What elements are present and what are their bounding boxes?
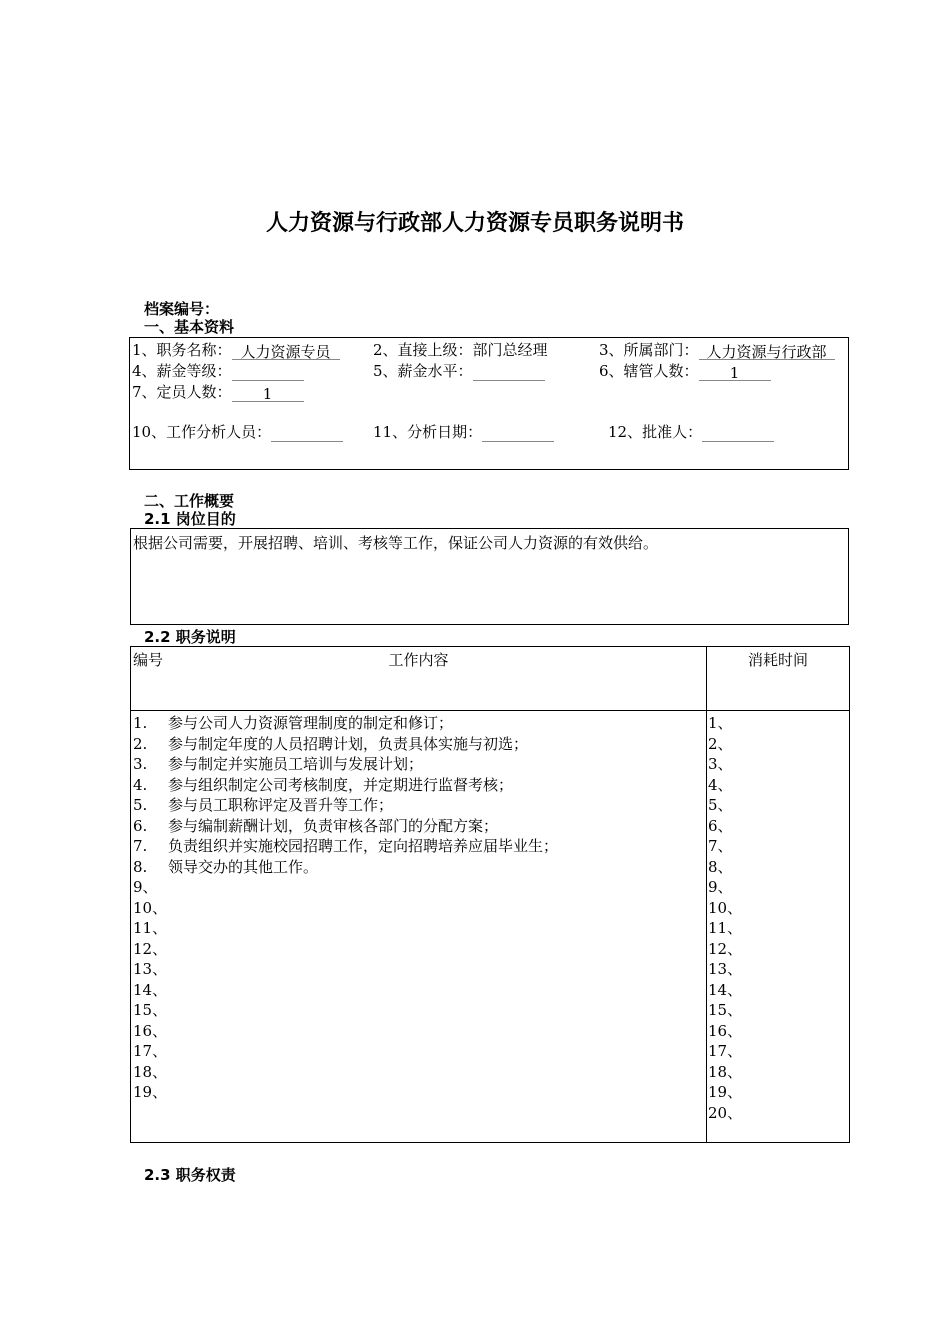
row-number: 13、 [133,960,168,978]
row-number: 6. [133,816,148,835]
approver-label: 12、批准人： [608,423,703,441]
table-row [133,939,558,960]
subordinates-field [599,361,771,381]
row-number: 3. [133,755,148,773]
row-number: 15、 [133,1001,168,1019]
table-row [133,1000,558,1021]
column-header-number: 编号 [133,651,164,669]
row-number: 12、 [133,939,168,958]
row-number: 19、 [133,1083,168,1101]
time-row: 4、 [708,775,733,794]
table-row [133,795,558,816]
analyst-label: 10、工作分析人员： [132,423,272,441]
row-number: 14、 [133,980,168,999]
row-number: 4. [133,775,148,794]
table-row [133,754,558,775]
table-row [133,816,558,837]
time-row: 14、 [708,980,743,999]
time-row: 6、 [708,816,733,835]
salary-grade-label: 4、薪金等级： [132,362,232,380]
row-number: 10、 [133,898,168,917]
row-content: 参与制定并实施员工培训与发展计划； [168,755,424,773]
archive-number-label: 档案编号： [144,300,220,318]
time-row: 16、 [708,1021,743,1040]
document-title: 人力资源与行政部人力资源专员职务说明书 [265,211,684,236]
table-row [133,898,558,919]
time-row: 9、 [708,878,733,896]
time-row: 3、 [708,755,733,773]
time-row: 12、 [708,939,743,958]
time-row: 15、 [708,1001,743,1019]
analysis-date-field [373,422,554,442]
row-content: 负责组织并实施校园招聘工作，定向招聘培养应届毕业生； [168,837,559,855]
duties-heading: 2.2 职务说明 [144,628,236,646]
row-number: 17、 [133,1042,168,1060]
row-number: 11、 [133,919,168,937]
table-row [133,1082,558,1103]
row-content: 领导交办的其他工作。 [168,857,319,876]
table-row [133,857,558,878]
authority-heading: 2.3 职务权责 [144,1166,236,1184]
row-content: 参与制定年度的人员招聘计划，负责具体实施与初选； [168,734,529,753]
row-number: 5. [133,796,148,814]
job-name-value: 人力资源专员 [232,342,340,360]
column-header-time: 消耗时间 [747,651,808,669]
job-name-field [132,340,340,360]
salary-level-value [473,363,545,381]
basic-info-box [129,337,849,470]
table-row [133,1062,558,1083]
superior-field [373,340,548,360]
row-number: 7. [133,837,148,855]
row-content: 参与组织制定公司考核制度，并定期进行监督考核； [168,775,514,794]
subordinates-label: 6、辖管人数： [599,362,699,380]
row-content: 参与员工职称评定及晋升等工作； [168,796,394,814]
salary-grade-field [132,361,304,381]
table-row [133,918,558,939]
time-row: 19、 [708,1083,743,1101]
time-rows [708,713,742,1123]
department-value: 人力资源与行政部 [699,342,835,360]
superior-label: 2、直接上级： [373,341,473,359]
department-field [599,340,835,360]
time-row: 2、 [708,734,733,753]
time-row: 5、 [708,796,733,814]
row-number: 9、 [133,878,158,896]
table-row [133,959,558,980]
table-row [133,1041,558,1062]
approver-value [702,424,774,442]
row-content: 参与编制薪酬计划，负责审核各部门的分配方案； [168,816,499,835]
duty-rows [133,713,558,1103]
analysis-date-value [482,424,554,442]
table-row [133,980,558,1001]
section-job-summary-heading: 二、工作概要 [144,492,235,510]
table-row [133,775,558,796]
department-label: 3、所属部门： [599,341,699,359]
headcount-value: 1 [232,384,304,402]
table-row [133,877,558,898]
time-row: 1、 [708,714,733,732]
time-row: 10、 [708,898,743,917]
salary-level-label: 5、薪金水平： [373,362,473,380]
row-number: 8. [133,857,148,876]
row-number: 18、 [133,1062,168,1081]
analyst-value [271,424,343,442]
headcount-label: 7、定员人数： [132,383,232,401]
row-number: 16、 [133,1021,168,1040]
time-row: 8、 [708,857,733,876]
approver-field [608,422,774,442]
time-row: 18、 [708,1062,743,1081]
job-purpose-heading: 2.1 岗位目的 [144,510,236,528]
job-purpose-box [130,528,849,625]
section-basic-info-heading: 一、基本资料 [144,318,235,336]
salary-level-field [373,361,545,381]
time-row: 17、 [708,1042,743,1060]
job-purpose-text: 根据公司需要，开展招聘、培训、考核等工作，保证公司人力资源的有效供给。 [133,534,659,552]
time-row: 7、 [708,837,733,855]
time-row: 20、 [708,1103,743,1122]
time-row: 11、 [708,919,743,937]
row-number: 1. [133,714,148,732]
job-name-label: 1、职务名称： [132,341,232,359]
table-row [133,836,558,857]
headcount-field [132,382,304,402]
salary-grade-value [232,363,304,381]
analysis-date-label: 11、分析日期： [373,423,483,441]
table-row [133,713,558,734]
table-row [133,1021,558,1042]
column-divider [706,647,707,1142]
duties-table [130,646,850,1143]
row-content: 参与公司人力资源管理制度的制定和修订； [168,714,454,732]
time-row: 13、 [708,960,743,978]
table-row [133,734,558,755]
subordinates-value: 1 [699,363,771,381]
superior-value: 部门总经理 [472,341,548,359]
header-divider [131,710,849,711]
row-number: 2. [133,734,148,753]
analyst-field [132,422,343,442]
column-header-content: 工作内容 [388,651,449,669]
